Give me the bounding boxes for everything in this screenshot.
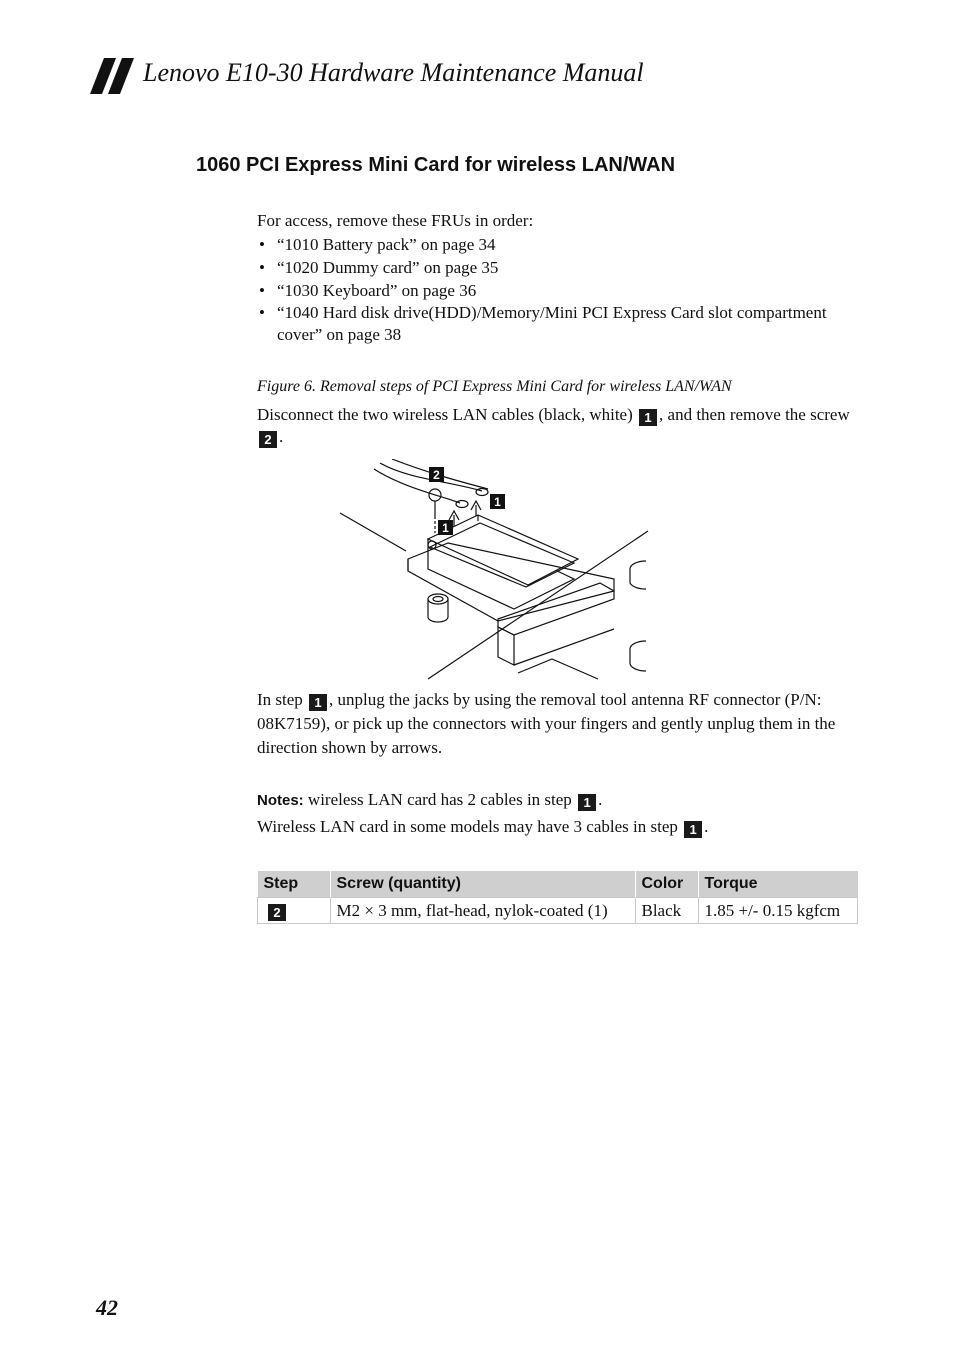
column-header-screw: Screw (quantity) xyxy=(330,871,635,898)
figure-caption: Figure 6. Removal steps of PCI Express Mini Card for wireless LAN/WAN xyxy=(257,378,732,395)
removal-figure xyxy=(338,459,650,681)
screw-table xyxy=(257,871,858,924)
cell-color: Black xyxy=(635,898,698,924)
column-header-step: Step xyxy=(258,871,331,898)
step-2-badge: 2 xyxy=(268,904,286,921)
callout-2: 2 xyxy=(433,468,440,482)
column-header-torque: Torque xyxy=(698,871,858,898)
instruction-text: Disconnect the two wireless LAN cables (black, white) 1 , and then remove the screw 2 . xyxy=(257,405,850,447)
step-1-badge: 1 xyxy=(578,794,596,811)
cell-screw: M2 × 3 mm, flat-head, nylok-coated (1) xyxy=(330,898,635,924)
page-number: 42 xyxy=(96,1295,118,1320)
table-header-row xyxy=(258,871,858,898)
step-1-badge: 1 xyxy=(309,694,327,711)
list-item: • “1030 Keyboard” on page 36 xyxy=(257,279,857,302)
section-title: 1060 PCI Express Mini Card for wireless LAN/WAN xyxy=(196,154,676,176)
cell-step xyxy=(258,898,331,924)
callout-1: 1 xyxy=(442,521,449,535)
list-item: • “1040 Hard disk drive(HDD)/Memory/Mini PCI Express Card slot compartment cover” on page 38 xyxy=(257,302,857,346)
step-1-badge: 1 xyxy=(684,821,702,838)
fru-list xyxy=(257,233,857,346)
list-item: • “1020 Dummy card” on page 35 xyxy=(257,256,857,279)
list-item: • “1010 Battery pack” on page 34 xyxy=(257,233,857,256)
callout-1: 1 xyxy=(494,495,501,509)
cell-torque: 1.85 +/- 0.15 kgfcm xyxy=(698,898,858,924)
notes-line-2: Wireless LAN card in some models may have 3 cables in step 1 . xyxy=(257,817,709,837)
column-header-color: Color xyxy=(635,871,698,898)
header-slash-logo-icon xyxy=(90,58,136,94)
table-row xyxy=(258,898,858,924)
notes-line-1: Notes: wireless LAN card has 2 cables in step 1 . xyxy=(257,790,603,810)
header-title: Lenovo E10-30 Hardware Maintenance Manual xyxy=(143,58,644,87)
notes-label: Notes: xyxy=(257,792,304,809)
intro-text: For access, remove these FRUs in order: xyxy=(257,211,534,230)
step-1-badge: 1 xyxy=(639,409,657,426)
step-1-instructions: In step 1 , unplug the jacks by using the removal tool antenna RF connector (P/N: 08K7159), or pick up the connectors with your fingers and gently unplug them in the direction shown by arrows. xyxy=(257,690,836,757)
step-2-badge: 2 xyxy=(259,431,277,448)
